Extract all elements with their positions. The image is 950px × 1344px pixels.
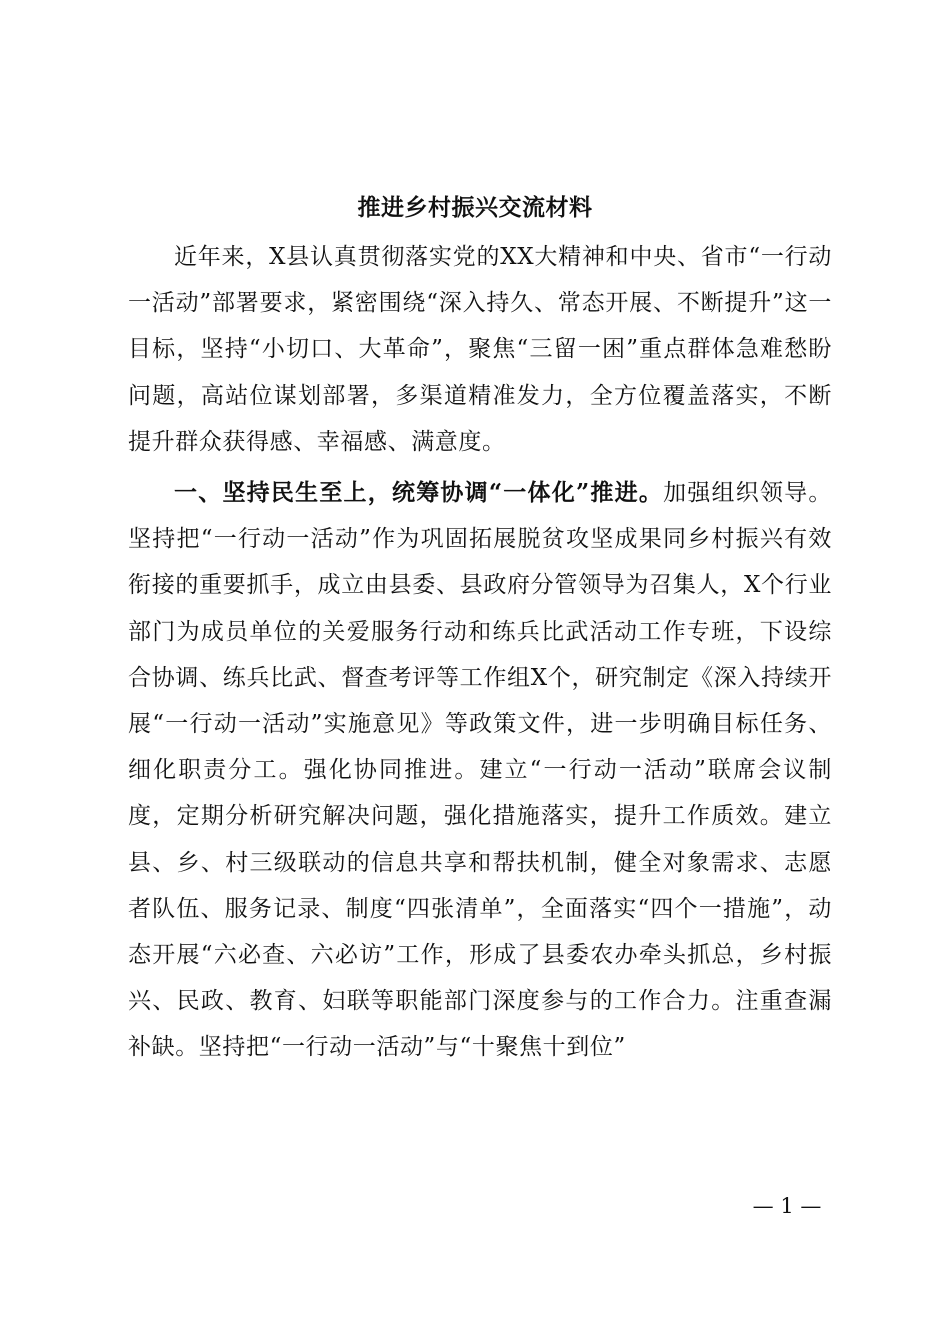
document-body: [128, 234, 832, 1071]
section-1-paragraph: [128, 470, 832, 1071]
document-title: 推进乡村振兴交流材料: [357, 194, 593, 221]
intro-paragraph: 近年来，X县认真贯彻落实党的XX大精神和中央、省市“一行动一活动”部署要求，紧密围绕“深入持久、常态开展、不断提升”这一目标，坚持“小切口、大革命”，聚焦“三留一困”重点群体急难愁盼问题，高站位谋划部署，多渠道精准发力，全方位覆盖落实，不断提升群众获得感、幸福感、满意度。: [128, 244, 832, 455]
section-1-heading: 一、坚持民生至上，统筹协调“一体化”推进。: [174, 479, 664, 507]
page-number: — 1 —: [752, 1194, 822, 1218]
section-1-body: 加强组织领导。坚持把“一行动一活动”作为巩固拓展脱贫攻坚成果同乡村振兴有效衔接的重要抓手，成立由县委、县政府分管领导为召集人，X个行业部门为成员单位的关爱服务行动和练兵比武活动工作专班，下设综合协调、练兵比武、督查考评等工作组X个，研究制定《深入持续开展“一行动一活动”实施意见》等政策文件，进一步明确目标任务、细化职责分工。强化协同推进。建立“一行动一活动”联席会议制度，定期分析研究解决问题，强化措施落实，提升工作质效。建立县、乡、村三级联动的信息共享和帮扶机制，健全对象需求、志愿者队伍、服务记录、制度“四张清单”，全面落实“四个一措施”，动态开展“六必查、六必访”工作，形成了县委农办牵头抓总，乡村振兴、民政、教育、妇联等职能部门深度参与的工作合力。注重查漏补缺。坚持把“一行动一活动”与“十聚焦十到位”: [128, 480, 832, 1061]
